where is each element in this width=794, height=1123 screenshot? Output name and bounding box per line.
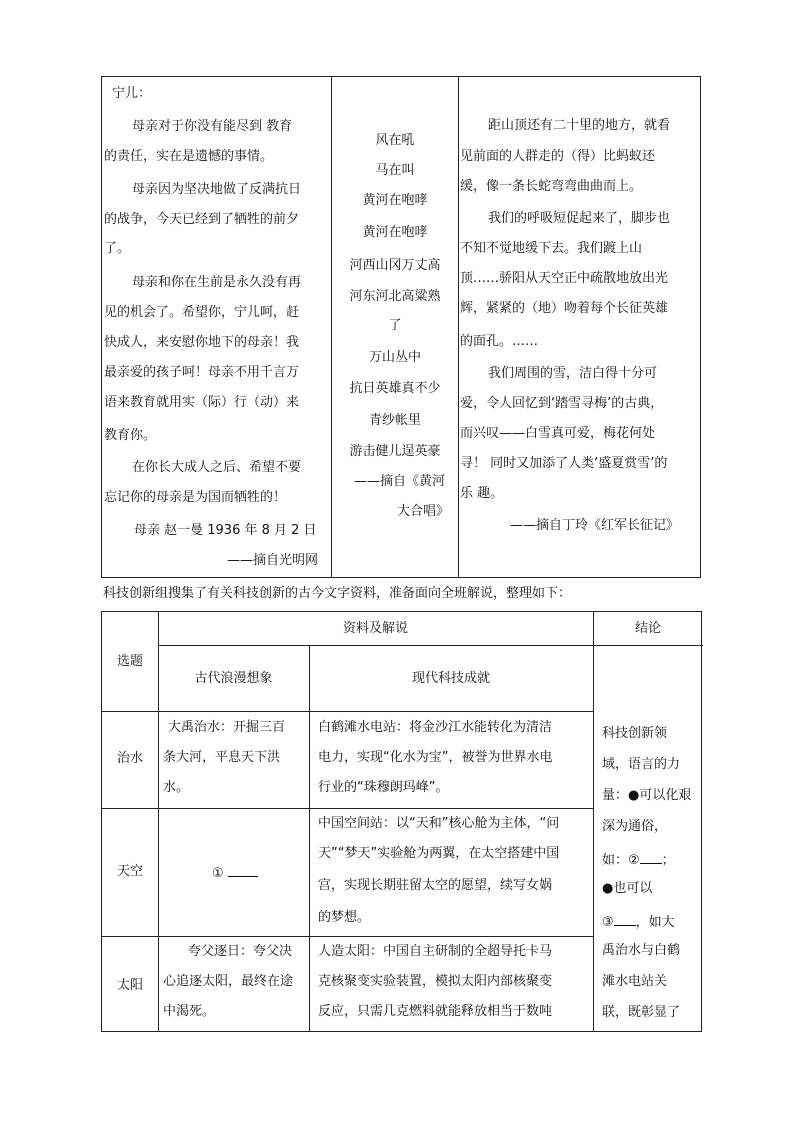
letter-line: 最亲爱的孩子呵！母亲不用千言万 bbox=[104, 365, 300, 380]
conclusion-line: 量：●可以化艰 bbox=[602, 788, 692, 803]
ancient-line: 条大河，平息天下洪 bbox=[163, 750, 281, 765]
ancient-line: 水。 bbox=[163, 780, 190, 795]
header-conclusion: 结论 bbox=[634, 621, 661, 636]
letter-line: 母亲对于你没有能尽到 教育 bbox=[132, 119, 293, 134]
blank-marker: ② bbox=[628, 853, 640, 868]
conclusion-text: 如： bbox=[602, 853, 629, 868]
poem-line: 抗日英雄真不少 bbox=[349, 381, 441, 396]
grid-line bbox=[102, 936, 593, 937]
grid-line bbox=[102, 808, 593, 809]
modern-line: 宫，实现长期驻留太空的愿望，续写女娲 bbox=[318, 878, 553, 893]
poem-line: 风在吼 bbox=[375, 133, 415, 148]
ancient-line: 大禹治水：开掘三百 bbox=[168, 720, 286, 735]
conclusion-line bbox=[602, 911, 675, 932]
march-line: 我们周围的雪，洁白得十分可 bbox=[488, 366, 658, 381]
letter-source: ——摘自光明网 bbox=[227, 553, 319, 568]
poem-line: 河东河北高粱熟 bbox=[349, 289, 441, 304]
conclusion-line: 滩水电站关 bbox=[602, 974, 668, 989]
letter-line: 了。 bbox=[104, 241, 131, 256]
topic-cell: 天空 bbox=[116, 864, 143, 879]
modern-line: 天”“梦天”实验舱为两翼，在太空搭建中国 bbox=[318, 846, 560, 861]
march-line: 辉，紧紧的（地）吻着每个长征英雄 bbox=[460, 301, 669, 316]
grid-line bbox=[593, 612, 594, 1031]
march-line: 爱，令人回忆到‘踏雪寻梅’的古典， bbox=[460, 396, 664, 411]
conclusion-text: ，如大 bbox=[635, 915, 675, 930]
march-line: 乐 趣。 bbox=[460, 486, 504, 501]
modern-line: 克核聚变实验装置，模拟太阳内部核聚变 bbox=[318, 974, 553, 989]
letter-line: 忘记你的母亲是为国而牺牲的！ bbox=[104, 490, 287, 505]
blank-marker: ③ bbox=[602, 915, 614, 930]
intro-text: 科技创新组搜集了有关科技创新的古今文字资料，准备面向全班解说，整理如下： bbox=[103, 586, 572, 601]
poem-line: 万山丛中 bbox=[368, 350, 421, 365]
conclusion-line: ●也可以 bbox=[602, 881, 653, 896]
letter-line: 教育你。 bbox=[104, 428, 157, 443]
modern-line: 的梦想。 bbox=[318, 910, 371, 925]
conclusion-line bbox=[602, 849, 675, 870]
march-line: 见前面的人群走的（得）比蚂蚁还 bbox=[460, 149, 656, 164]
grid-line bbox=[102, 711, 593, 712]
modern-line: 反应，只需几克燃料就能释放相当于数吨 bbox=[318, 1004, 553, 1019]
letter-line: 见的机会了。希望你，宁儿呵，赶 bbox=[104, 305, 300, 320]
letter-greeting: 宁儿： bbox=[112, 86, 152, 101]
letter-line: 的责任，实在是遗憾的事情。 bbox=[104, 149, 274, 164]
topic-cell: 治水 bbox=[116, 751, 143, 766]
modern-line: 行业的“珠穆朗玛峰”。 bbox=[318, 780, 449, 795]
letter-line: 母亲因为坚决地做了反满抗日 bbox=[132, 182, 302, 197]
answer-blank-2[interactable] bbox=[640, 849, 662, 864]
march-line: 顶……骄阳从天空正中疏散地放出光 bbox=[460, 271, 669, 286]
modern-line: 中国空间站：以“天和”核心舱为主体，“问 bbox=[318, 816, 560, 831]
excerpt-table bbox=[101, 76, 701, 578]
modern-line: 人造太阳：中国自主研制的全超导托卡马 bbox=[318, 944, 553, 959]
poem-source: ——摘自《黄河 bbox=[354, 474, 446, 489]
modern-line: 电力，实现“化水为宝”，被誉为世界水电 bbox=[318, 750, 553, 765]
header-ancient: 古代浪漫想象 bbox=[194, 671, 273, 686]
header-topic: 选题 bbox=[116, 654, 143, 669]
grid-line bbox=[309, 645, 310, 1031]
blank-marker: ① bbox=[212, 866, 224, 881]
letter-line: 语来教育就用实（际）行（动）来 bbox=[104, 395, 300, 410]
poem-line: 马在叫 bbox=[375, 163, 415, 178]
letter-line: 在你长大成人之后、希望不要 bbox=[132, 460, 302, 475]
answer-blank-3[interactable] bbox=[614, 911, 636, 926]
march-source: ——摘自丁玲《红军长征记》 bbox=[510, 518, 680, 533]
conclusion-text: ； bbox=[661, 853, 675, 868]
poem-line: 黄河在咆哮 bbox=[362, 225, 428, 240]
march-line: 的面孔。…… bbox=[460, 334, 539, 349]
march-line: 距山顶还有二十里的地方，就看 bbox=[488, 118, 671, 133]
march-line: 缓，像一条长蛇弯弯曲曲而上。 bbox=[460, 179, 643, 194]
ancient-line: 夸父逐日：夸父决 bbox=[188, 944, 293, 959]
header-materials: 资料及解说 bbox=[342, 621, 408, 636]
blank-line bbox=[228, 862, 258, 877]
poem-line: 游击健儿逞英豪 bbox=[349, 444, 441, 459]
letter-line: 的战争，今天已经到了牺牲的前夕 bbox=[104, 212, 300, 227]
conclusion-line: 禹治水与白鹤 bbox=[602, 943, 681, 958]
science-table bbox=[101, 611, 702, 1032]
march-line: 而兴叹——白雪真可爱，梅花何处 bbox=[460, 426, 656, 441]
poem-line: 了 bbox=[388, 318, 402, 333]
answer-blank-1[interactable] bbox=[212, 862, 258, 883]
march-line: 不知不觉地缓下去。我们踱上山 bbox=[460, 241, 643, 256]
conclusion-line: 深为通俗， bbox=[602, 819, 668, 834]
march-line: 寻！ 同时又加添了人类‘盛夏赏雪’的 bbox=[460, 456, 668, 471]
topic-cell: 太阳 bbox=[116, 978, 143, 993]
letter-line: 快成人，来安慰你地下的母亲！我 bbox=[104, 335, 300, 350]
grid-line bbox=[158, 645, 703, 646]
letter-line: 母亲和你在生前是永久没有再 bbox=[132, 275, 302, 290]
header-modern: 现代科技成就 bbox=[411, 671, 490, 686]
modern-line: 白鹤滩水电站：将金沙江水能转化为清洁 bbox=[318, 720, 553, 735]
ancient-line: 中渴死。 bbox=[163, 1004, 216, 1019]
conclusion-line: 域，语言的力 bbox=[602, 757, 681, 772]
poem-line: 青纱帐里 bbox=[368, 413, 421, 428]
conclusion-line: 联，既彰显了 bbox=[602, 1005, 681, 1020]
poem-line: 河西山冈万丈高 bbox=[349, 258, 441, 273]
letter-signature: 母亲 赵一曼 1936 年 8 月 2 日 bbox=[134, 523, 317, 538]
poem-line: 黄河在咆哮 bbox=[362, 193, 428, 208]
march-line: 我们的呼吸短促起来了，脚步也 bbox=[488, 211, 671, 226]
conclusion-line: 科技创新领 bbox=[602, 726, 668, 741]
column-divider bbox=[458, 77, 459, 577]
poem-source: 大合唱》 bbox=[397, 504, 450, 519]
ancient-line: 心追逐太阳，最终在途 bbox=[163, 974, 294, 989]
